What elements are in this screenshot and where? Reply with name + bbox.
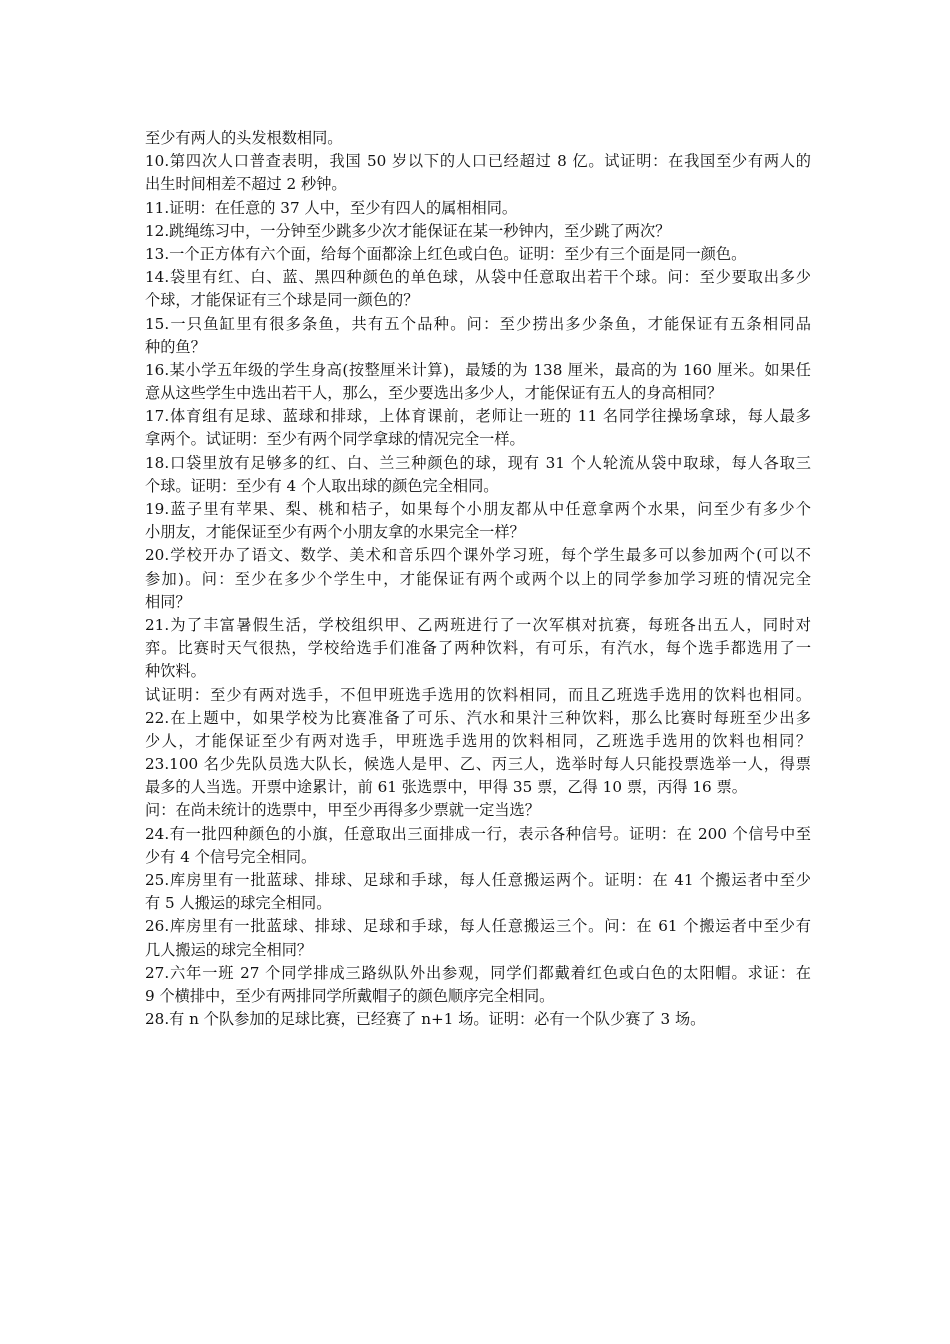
text-line: 意从这些学生中选出若干人，那么，至少要选出多少人，才能保证有五人的身高相同？	[145, 384, 723, 403]
text-line: 种饮料。	[145, 662, 206, 681]
text-line: 至少有两人的头发根数相同。	[145, 129, 343, 147]
text-line: 18.口袋里放有足够多的红、白、兰三种颜色的球，现有 31 个人轮流从袋中取球，每人各取三	[145, 453, 811, 472]
text-line: 有 5 人搬运的球完全相同。	[145, 894, 332, 913]
text-line: 种的鱼？	[145, 337, 206, 356]
document-page	[145, 127, 811, 1031]
text-line: 相同？	[145, 592, 191, 611]
text-line: 20.学校开办了语文、数学、美术和音乐四个课外学习班，每个学生最多可以参加两个(可以不	[145, 546, 811, 565]
text-line: 9 个横排中，至少有两排同学所戴帽子的颜色顺序完全相同。	[145, 986, 555, 1005]
text-line: 28.有 n 个队参加的足球比赛，已经赛了 n+1 场。证明：必有一个队少赛了 3 场。	[145, 1010, 706, 1029]
text-line: 参加)。问：至少在多少个学生中，才能保证有两个或两个以上的同学参加学习班的情况完全	[145, 569, 811, 588]
text-line: 16.某小学五年级的学生身高(按整厘米计算)，最矮的为 138 厘米，最高的为 160 厘米。如果任	[145, 360, 811, 379]
text-line: 12.跳绳练习中，一分钟至少跳多少次才能保证在某一秒钟内，至少跳了两次？	[145, 221, 671, 240]
text-line: 个球。证明：至少有 4 个人取出球的颜色完全相同。	[145, 476, 499, 495]
text-line: 27.六年一班 27 个同学排成三路纵队外出参观，同学们都戴着红色或白色的太阳帽。求证：在	[145, 963, 811, 982]
text-line: 少有 4 个信号完全相同。	[145, 847, 317, 866]
text-line: 弈。比赛时天气很热，学校给选手们准备了两种饮料，有可乐，有汽水，每个选手都选用了一	[145, 639, 811, 658]
text-line: 试证明：至少有两对选手，不但甲班选手选用的饮料相同，而且乙班选手选用的饮料也相同。	[145, 685, 811, 704]
text-line: 几人搬运的球完全相同？	[145, 940, 313, 959]
text-line: 问：在尚未统计的选票中，甲至少再得多少票就一定当选？	[145, 801, 540, 820]
text-line: 个球，才能保证有三个球是同一颜色的？	[145, 291, 419, 310]
text-line: 17.体育组有足球、蓝球和排球，上体育课前，老师让一班的 11 名同学往操场拿球，每人最多	[145, 407, 811, 426]
text-line: 15.一只鱼缸里有很多条鱼，共有五个品种。问：至少捞出多少条鱼，才能保证有五条相同品	[145, 314, 811, 333]
text-line: 11.证明：在任意的 37 人中，至少有四人的属相相同。	[145, 198, 518, 217]
text-line: 最多的人当选。开票中途累计，前 61 张选票中，甲得 35 票，乙得 10 票，丙得 16 票。	[145, 778, 747, 797]
text-line: 23.100 名少先队员选大队长，候选人是甲、乙、丙三人，选举时每人只能投票选举一人，得票	[145, 755, 811, 774]
text-line: 少人，才能保证至少有两对选手，甲班选手选用的饮料相同，乙班选手选用的饮料也相同？	[145, 731, 811, 750]
text-line: 14.袋里有红、白、蓝、黑四种颜色的单色球，从袋中任意取出若干个球。问：至少要取出多少	[145, 268, 811, 287]
text-line: 22.在上题中，如果学校为比赛准备了可乐、汽水和果汁三种饮料，那么比赛时每班至少出多	[145, 708, 811, 727]
text-line: 24.有一批四种颜色的小旗，任意取出三面排成一行，表示各种信号。证明：在 200 个信号中至	[145, 824, 811, 843]
text-line: 25.库房里有一批蓝球、排球、足球和手球，每人任意搬运两个。证明：在 41 个搬运者中至少	[145, 871, 811, 889]
text-line: 26.库房里有一批蓝球、排球、足球和手球，每人任意搬运三个。问：在 61 个搬运者中至少有	[145, 917, 811, 936]
text-line: 出生时间相差不超过 2 秒钟。	[145, 175, 347, 194]
text-line: 13.一个正方体有六个面，给每个面都涂上红色或白色。证明：至少有三个面是同一颜色。	[145, 244, 747, 263]
text-line: 19.蓝子里有苹果、梨、桃和桔子，如果每个小朋友都从中任意拿两个水果，问至少有多少个	[145, 500, 811, 518]
text-line: 小朋友，才能保证至少有两个小朋友拿的水果完全一样？	[145, 523, 525, 542]
text-line: 21.为了丰富暑假生活，学校组织甲、乙两班进行了一次军棋对抗赛，每班各出五人，同时对	[145, 615, 811, 634]
text-line: 10.第四次人口普查表明，我国 50 岁以下的人口已经超过 8 亿。试证明：在我国至少有两人的	[145, 152, 811, 171]
text-line: 拿两个。试证明：至少有两个同学拿球的情况完全一样。	[145, 430, 525, 449]
